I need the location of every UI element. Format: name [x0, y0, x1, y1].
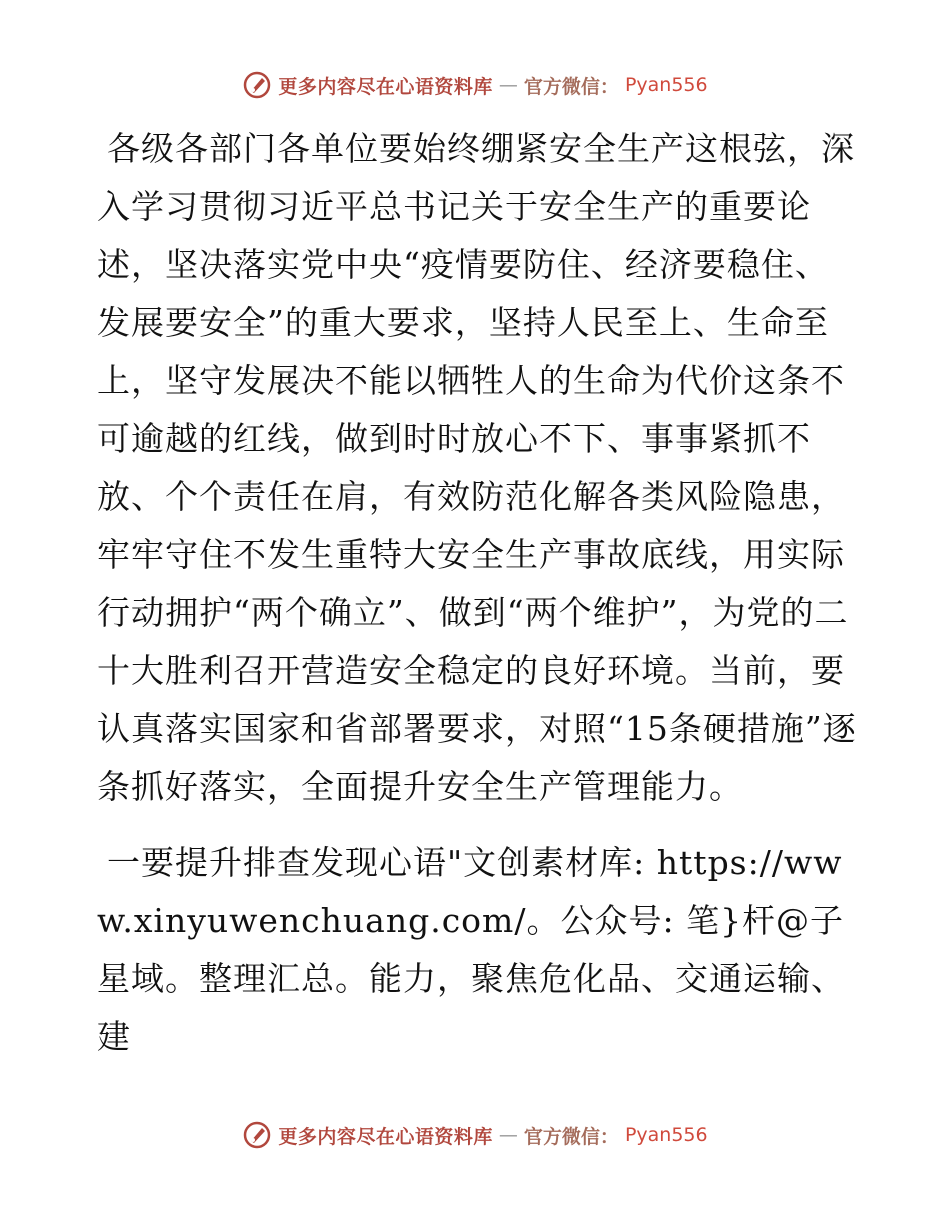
header-wechat-id: Pyan556 [624, 74, 708, 96]
paragraph-2: 一要提升排查发现心语"文创素材库: https://www.xinyuwenchuang.com/。公众号: 笔}杆@子星域。整理汇总。能力，聚焦危化品、交通运输、建 [97, 843, 845, 1056]
header-separator: — [498, 74, 518, 96]
pen-nib-logo-icon [242, 70, 272, 100]
paragraph-1: 各级各部门各单位要始终绷紧安全生产这根弦，深入学习贯彻习近平总书记关于安全生产的重要论述，坚决落实党中央“疫情要防住、经济要稳住、发展要安全”的重大要求，坚持人民至上、生命至上，坚守发展决不能以牺牲人的生命为代价这条不可逾越的红线，做到时时放心不下、事事紧抓不放、个个责任在肩，有效防范化解各类风险隐患，牢牢守住不发生重特大安全生产事故底线，用实际行动拥护“两个确立”、做到“两个维护”，为党的二十大胜利召开营造安全稳定的良好环境。当前，要认真落实国家和省部署要求，对照“15条硬措施”逐条抓好落实，全面提升安全生产管理能力。 [97, 129, 857, 806]
footer-wechat-label: 官方微信： [523, 1125, 619, 1148]
header-wechat-label: 官方微信： [523, 75, 619, 98]
header-site-text: 更多内容尽在心语资料库 [278, 75, 493, 98]
header-banner [0, 70, 950, 100]
footer-separator: — [498, 1124, 518, 1146]
footer-wechat-id: Pyan556 [624, 1124, 708, 1146]
footer-site-text: 更多内容尽在心语资料库 [278, 1125, 493, 1148]
document-body [97, 120, 857, 1066]
pen-nib-logo-icon [242, 1120, 272, 1150]
footer-banner [0, 1120, 950, 1150]
